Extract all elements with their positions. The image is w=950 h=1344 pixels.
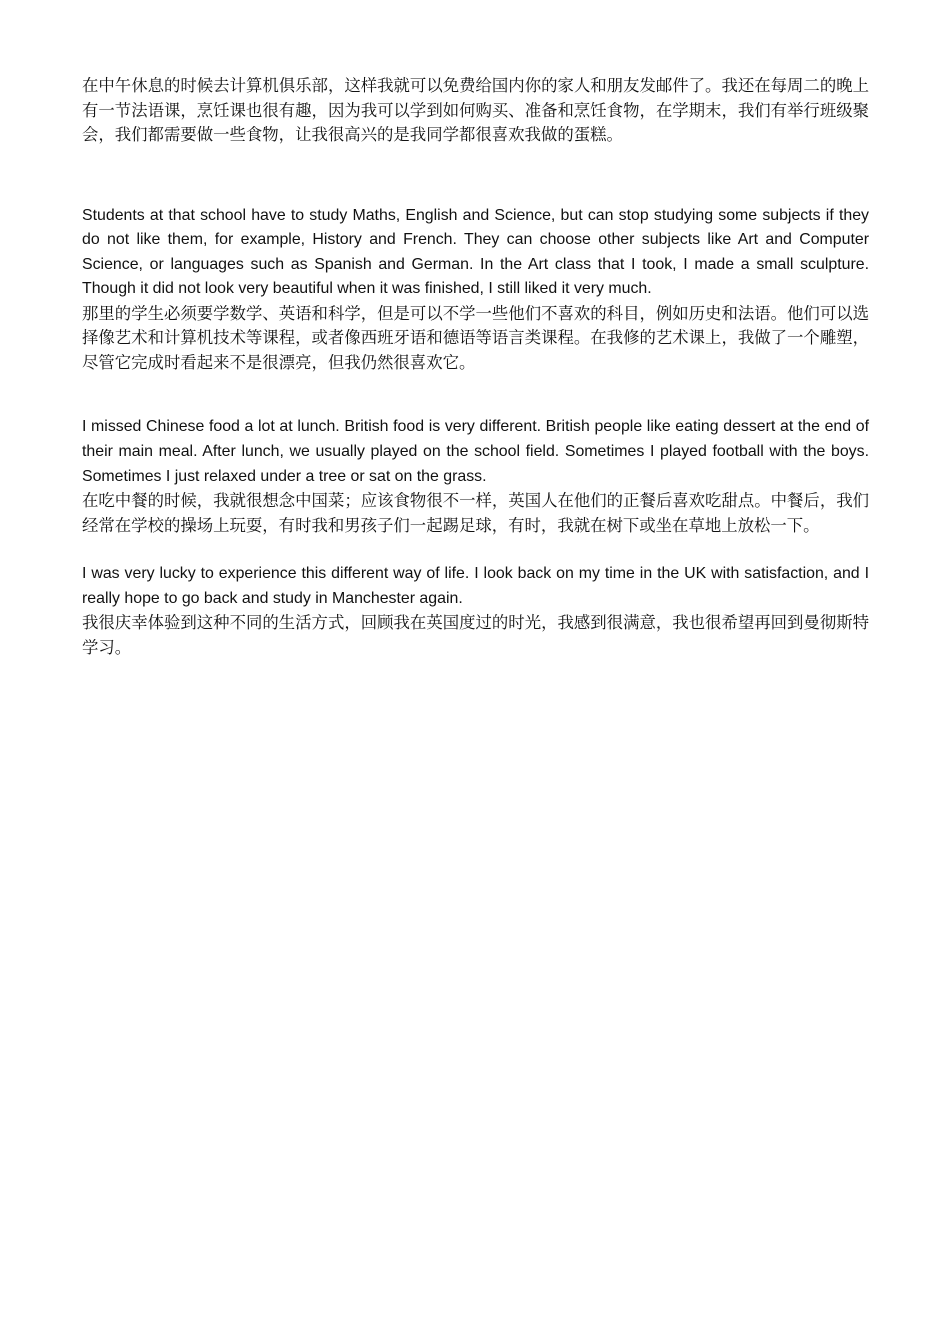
paragraph-2-english: Students at that school have to study Maths, English and Science, but can stop studying some subjects if they do not like them, for example, History and French. They can choose other subjects like Art and Computer Science, or languages such as Spanish and German. In the Art class that I took, I made a small sculpture. Though it did not look very beautiful when it was finished, I still liked it very much.	[82, 206, 869, 298]
document-body	[82, 74, 869, 660]
paragraph-2-chinese: 那里的学生必须要学数学、英语和科学，但是可以不学一些他们不喜欢的科目，例如历史和法语。他们可以选择像艺术和计算机技术等课程，或者像西班牙语和德语等语言类课程。在我修的艺术课上，我做了一个雕塑，尽管它完成时看起来不是很漂亮，但我仍然很喜欢它。	[82, 303, 869, 372]
paragraph-spacer	[82, 148, 869, 204]
paragraph-spacer	[82, 375, 869, 415]
paragraph-3-chinese: 在吃中餐的时候，我就很想念中国菜；应该食物很不一样，英国人在他们的正餐后喜欢吃甜点。中餐后，我们经常在学校的操场上玩耍，有时我和男孩子们一起踢足球，有时，我就在树下或坐在草地上放松一下。	[82, 491, 869, 535]
paragraph-3-english: I missed Chinese food a lot at lunch. British food is very different. British people like eating dessert at the end of their main meal. After lunch, we usually played on the school field. Sometimes I played football with the boys. Sometimes I just relaxed under a tree or sat on the grass.	[82, 418, 869, 485]
paragraph-4-chinese: 我很庆幸体验到这种不同的生活方式，回顾我在英国度过的时光，我感到很满意，我也很希望再回到曼彻斯特学习。	[82, 613, 869, 657]
paragraph-spacer	[82, 538, 869, 562]
paragraph-4-english: I was very lucky to experience this different way of life. I look back on my time in the UK with satisfaction, and I really hope to go back and study in Manchester again.	[82, 565, 869, 607]
paragraph-1-chinese: 在中午休息的时候去计算机俱乐部，这样我就可以免费给国内你的家人和朋友发邮件了。我还在每周二的晚上有一节法语课，烹饪课也很有趣，因为我可以学到如何购买、准备和烹饪食物，在学期末，我们有举行班级聚会，我们都需要做一些食物，让我很高兴的是我同学都很喜欢我做的蛋糕。	[82, 76, 869, 144]
